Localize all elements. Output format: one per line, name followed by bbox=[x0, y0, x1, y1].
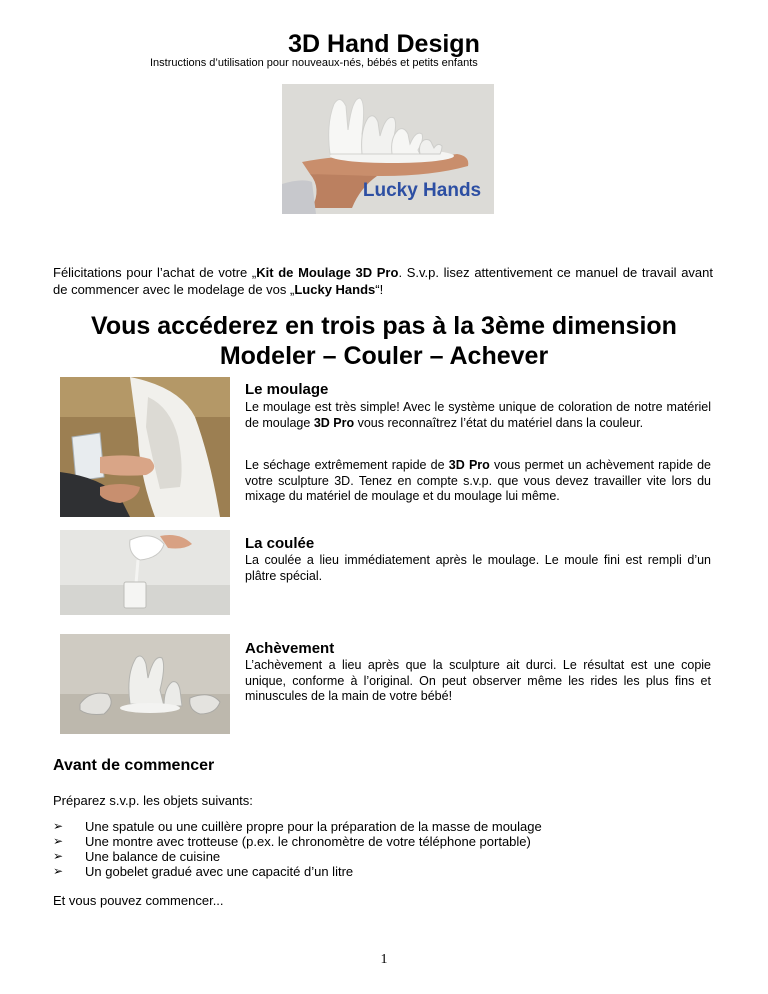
moulage-p2-text-b: vous permet un achèvement rapide de votre sculpture 3D. Tenez en compte s.v.p. que vous devez travailler vite lors du mixage du matériel de moulage et du moulage lui même. bbox=[245, 458, 712, 503]
intro-text-1: Félicitations pour l’achat de votre „ bbox=[53, 265, 257, 280]
coulee-title: La coulée bbox=[245, 535, 315, 552]
list-item bbox=[53, 864, 713, 879]
intro-paragraph bbox=[53, 264, 713, 298]
intro-text-3: “! bbox=[375, 282, 384, 297]
before-outro: Et vous pouvez commencer... bbox=[53, 893, 224, 908]
main-heading-line-1: Vous accéderez en trois pas à la 3ème dimension bbox=[91, 312, 677, 340]
document-title: 3D Hand Design bbox=[288, 30, 480, 58]
before-heading: Avant de commencer bbox=[53, 757, 215, 774]
moulage-illustration bbox=[60, 377, 230, 517]
moulage-title: Le moulage bbox=[245, 381, 329, 398]
moulage-p2-text-a: Le séchage extrêmement rapide de bbox=[245, 458, 449, 472]
intro-bold-lucky-hands: Lucky Hands bbox=[294, 282, 376, 297]
moulage-paragraph-2 bbox=[245, 458, 711, 505]
moulage-p1-text-a: Le moulage est très simple! Avec le système unique de coloration de notre matériel de moulage bbox=[245, 400, 711, 430]
coulee-illustration bbox=[60, 530, 230, 615]
list-item-text: Une spatule ou une cuillère propre pour la préparation de la masse de moulage bbox=[85, 819, 542, 834]
arrow-bullet-icon: ➢ bbox=[53, 834, 64, 848]
hero-caption: Lucky Hands bbox=[362, 180, 482, 201]
list-item-text: Une montre avec trotteuse (p.ex. le chronomètre de votre téléphone portable) bbox=[85, 834, 531, 849]
achevement-paragraph: L’achèvement a lieu après que la sculpture ait durci. Le résultat est une copie unique, conforme à l’original. On peut observer même les rides les plus fins et minuscules de la main de votre bébé! bbox=[245, 658, 711, 703]
achevement-title: Achèvement bbox=[245, 640, 335, 657]
moulage-photo bbox=[60, 377, 230, 517]
document-subtitle: Instructions d’utilisation pour nouveaux-nés, bébés et petits enfants bbox=[150, 57, 478, 69]
moulage-paragraph-1 bbox=[245, 400, 711, 431]
before-items-list bbox=[53, 819, 713, 879]
coulee-photo bbox=[60, 530, 230, 615]
hero-image-lucky-hands bbox=[282, 84, 494, 214]
intro-bold-kit: Kit de Moulage 3D Pro bbox=[256, 265, 399, 280]
arrow-bullet-icon: ➢ bbox=[53, 864, 64, 878]
main-heading-line-2: Modeler – Couler – Achever bbox=[219, 342, 549, 370]
achevement-illustration bbox=[60, 634, 230, 734]
list-item bbox=[53, 849, 713, 864]
arrow-bullet-icon: ➢ bbox=[53, 819, 64, 833]
page-number: 1 bbox=[380, 952, 388, 967]
list-item bbox=[53, 819, 713, 834]
before-intro: Préparez s.v.p. les objets suivants: bbox=[53, 793, 253, 808]
arrow-bullet-icon: ➢ bbox=[53, 849, 64, 863]
achevement-photo bbox=[60, 634, 230, 734]
moulage-p1-bold: 3D Pro bbox=[313, 415, 355, 430]
list-item-text: Une balance de cuisine bbox=[85, 849, 221, 864]
coulee-paragraph: La coulée a lieu immédiatement après le moulage. Le moule fini est rempli d’un plâtre spécial. bbox=[245, 553, 711, 583]
intro-text-2: . S.v.p. lisez attentivement ce manuel de travail avant de commencer avec le modelage de vos „ bbox=[53, 265, 713, 297]
main-heading bbox=[0, 311, 768, 371]
list-item bbox=[53, 834, 713, 849]
moulage-p1-text-b: vous reconnaîtrez l’état du matériel dans la couleur. bbox=[354, 415, 644, 430]
list-item-text: Un gobelet gradué avec une capacité d’un litre bbox=[85, 864, 354, 879]
moulage-p2-bold: 3D Pro bbox=[448, 458, 490, 472]
hero-illustration bbox=[282, 84, 494, 214]
